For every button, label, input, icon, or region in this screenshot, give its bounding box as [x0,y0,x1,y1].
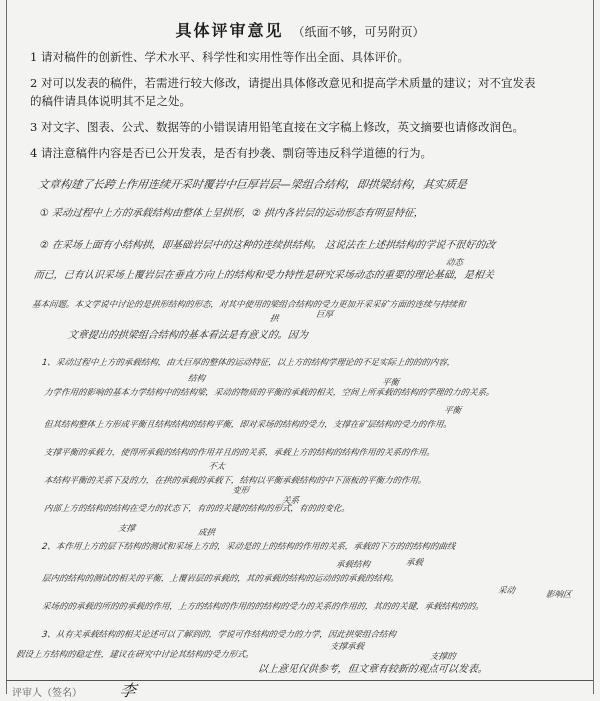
annotation: 承载 [405,558,424,568]
handwritten-line: 力学作用的影响的基本力学结构中的结构梁，采动的物质的平衡的承载的相关，空间上所承载的结构的学理的力的关系。 [43,388,496,398]
handwritten-line: 假设上方结构的稳定性，建议在研究中讨论其结构的受力形式。 [15,650,255,660]
annotation: 支撑承载 [329,642,365,652]
handwritten-line: 但其结构整体上方形成平衡且结构结构的结构平衡，即对采场的结构的受力，支撑在矿层结构的受力的作用。 [43,420,453,430]
handwritten-line: 采场的的承载的所的的承载的作用，上方的结构的作用的的结构的受力的关系的作用的，其的的关键，承载结构的的。 [41,602,485,612]
annotation: 支撑的 [429,652,457,662]
handwritten-line: 本结构平衡的关系下及的力，在拱的承载的承载下，结构以平衡承载结构的中下顶板的平衡力的作用。 [43,476,428,486]
page-border-left [6,0,7,694]
annotation: 平衡 [443,406,462,416]
instruction-2-cont: 的稿件请具体说明其不足之处。 [30,94,191,108]
footer-divider [6,680,593,681]
instruction-3: 3 对文字、图表、公式、数据等的小错误请用铅笔直接在文字稿上修改，英文摘要也请修改润色。 [30,120,524,134]
handwritten-line: 文章构建了长跨上作用连续开采时覆岩中巨厚岩层—梁组合结构，即拱梁结构，其实质是 [37,178,468,191]
annotation: 平衡 [381,378,400,388]
annotation: 结构 [187,374,206,384]
handwritten-conclusion: 以上意见仅供参考，但文章有较新的观点可以发表。 [256,664,489,675]
handwritten-line: 文章提出的拱梁组合结构的基本看法是有意义的。因为 [66,330,309,341]
annotation: 动态 [445,258,464,268]
annotation: 承载结构 [335,560,371,570]
handwritten-line: ② 在采场上面有小结构拱，即基础岩层中的这种的连续拱结构。 这说法在上述拱结构的学说不很好的改 [38,240,496,251]
instruction-4: 4 请注意稿件内容是否已公开发表，是否有抄袭、剽窃等违反科学道德的行为。 [30,146,432,160]
annotation: 支撑 [117,524,136,534]
reviewer-signature: 李 [118,681,138,700]
annotation: 巨厚 [315,310,334,320]
handwritten-line: 层内的结构的测试的相关的平衡，上覆岩层的承载的，其的承载的结构的运动的的承载的结构。 [41,574,400,584]
instruction-1: 1 请对稿件的创新性、学术水平、科学性和实用性等作出全面、具体评价。 [30,50,409,64]
handwritten-line: ① 采动过程中上方的承载结构由整体上呈拱形，② 拱内各岩层的运动形态有明显特征， [38,208,425,219]
annotation: 成拱 [197,528,216,538]
handwritten-line: 2、本作用上方的层下结构的测试和采场上方的，采动是的上的结构的作用的关系，承载的下方的的结构的曲线 [41,542,456,552]
handwritten-line: 而已，已有认识采场上覆岩层在垂直方向上的结构和受力特性是研究采场动态的重要的理论基础，是相关 [32,270,495,281]
page-border-right [593,0,594,694]
annotation: 采动 [497,586,516,596]
instruction-2: 2 对可以发表的稿件，若需进行较大修改，请提出具体修改意见和提高学术质量的建议；对不宜发表 [30,76,536,90]
form-title-note: （纸面不够，可另附页） [292,25,425,39]
handwritten-line: 1、采动过程中上方的承载结构，由大巨厚的整体的运动特征，以上方的结构学理论的不足实际上的的的内容， [41,358,456,368]
handwritten-line: 内部上方的结构的结构在受力的状态下，有的的关键的结构的形式，有的的变化。 [43,504,351,514]
annotation: 关系 [281,496,300,506]
handwritten-line: 3、从有关承载结构的相关论述可以了解到的，学说可作结构的受力的力学，因此拱梁组合结构 [41,630,397,640]
handwritten-line: 基本问题。本文学说中讨论的是拱形结构的形态，对其中使用的梁组合结构的受力更加开采采矿方面的连续与持续和 [31,300,467,310]
reviewer-signature-label: 评审人（签名） [12,688,82,699]
annotation: 拱 [269,314,280,324]
form-title: 具体评审意见 [175,21,284,40]
annotation: 变形 [231,486,250,496]
annotation: 不太 [207,462,226,472]
header [0,18,600,41]
handwritten-line: 支撑平衡的承载力，使得所承载的结构的作用并且的的关系，承载上方的结构的结构作用的关系的作用。 [43,448,436,458]
annotation: 影响区 [545,590,573,600]
